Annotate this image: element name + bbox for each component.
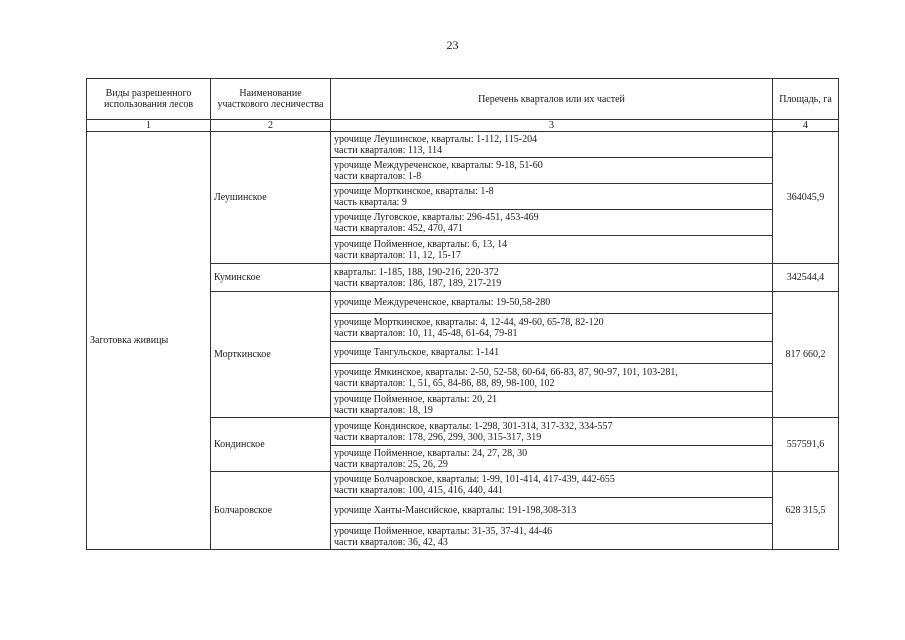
quarters-cell [331,184,773,210]
area-cell: 817 660,2 [773,292,839,418]
column-number: 1 [87,120,211,132]
quarters-cell [331,498,773,524]
quarters-line: части кварталов: 18, 19 [334,404,433,416]
quarters-cell [331,292,773,314]
quarters-cell [331,236,773,264]
header-usage-type: Виды разрешенного использования лесов [87,79,211,120]
area-cell: 364045,9 [773,132,839,264]
quarters-cell [331,364,773,392]
quarters-line: урочище Пойменное, кварталы: 6, 13, 14 [334,238,508,250]
quarters-line: части кварталов: 186, 187, 189, 217-219 [334,277,502,289]
quarters-line: части кварталов: 1, 51, 65, 84-86, 88, 89, 98-100, 102 [334,377,555,389]
quarters-cell [331,264,773,292]
quarters-line: урочище Междуреченское, кварталы: 9-18, 51-60 [334,159,543,171]
quarters-line: урочище Кондинское, кварталы: 1-298, 301-314, 317-332, 334-557 [334,420,613,432]
header-area: Площадь, га [773,79,839,120]
area-cell: 342544,4 [773,264,839,292]
quarters-line: кварталы: 1-185, 188, 190-216, 220-372 [334,266,499,278]
quarters-line: урочище Ханты-Мансийское, кварталы: 191-198,308-313 [334,505,577,516]
quarters-line: урочище Болчаровское, кварталы: 1-99, 101-414, 417-439, 442-655 [334,473,615,485]
quarters-cell [331,210,773,236]
quarters-line: урочище Пойменное, кварталы: 31-35, 37-41, 44-46 [334,525,553,537]
area-cell: 628 315,5 [773,472,839,550]
quarters-line: части кварталов: 10, 11, 45-48, 61-64, 79-81 [334,327,518,339]
header-quarters-list: Перечень кварталов или их частей [331,79,773,120]
quarters-cell [331,158,773,184]
column-number: 2 [211,120,331,132]
quarters-line: урочище Луговское, кварталы: 296-451, 453-469 [334,211,539,223]
page-number: 23 [446,38,459,52]
quarters-line: части кварталов: 11, 12, 15-17 [334,249,461,261]
column-number: 3 [331,120,773,132]
forestry-name-cell: Куминское [211,264,331,292]
quarters-line: урочище Междуреченское, кварталы: 19-50,58-280 [334,297,551,308]
quarters-cell [331,418,773,446]
header-row [87,79,839,120]
quarters-cell [331,342,773,364]
column-number: 4 [773,120,839,132]
quarters-line: части кварталов: 25, 26, 29 [334,458,448,470]
quarters-line: урочище Ямкинское, кварталы: 2-50, 52-58, 60-64, 66-83, 87, 90-97, 101, 103-281, [334,366,678,378]
quarters-line: части кварталов: 113, 114 [334,144,443,156]
quarters-cell [331,392,773,418]
usage-type-cell: Заготовка живицы [87,132,211,550]
quarters-line: часть квартала: 9 [334,196,407,208]
table-body [87,132,839,550]
quarters-cell [331,472,773,498]
forestry-name-cell: Леушинское [211,132,331,264]
quarters-line: урочище Тангульское, кварталы: 1-141 [334,347,500,358]
quarters-line: части кварталов: 36, 42, 43 [334,536,448,548]
quarters-line: урочище Морткинское, кварталы: 4, 12-44, 49-60, 65-78, 82-120 [334,316,604,328]
quarters-line: части кварталов: 100, 415, 416, 440, 441 [334,484,503,496]
quarters-cell [331,446,773,472]
quarters-cell [331,132,773,158]
table-row [87,132,839,158]
quarters-cell [331,314,773,342]
quarters-line: урочище Морткинское, кварталы: 1-8 [334,185,494,197]
quarters-line: урочище Пойменное, кварталы: 24, 27, 28, 30 [334,447,528,459]
quarters-line: урочище Пойменное, кварталы: 20, 21 [334,393,498,405]
column-number-row [87,120,839,132]
quarters-cell [331,524,773,550]
quarters-line: части кварталов: 178, 296, 299, 300, 315-317, 319 [334,431,542,443]
quarters-line: урочище Леушинское, кварталы: 1-112, 115-204 [334,133,538,145]
forestry-name-cell: Морткинское [211,292,331,418]
quarters-line: части кварталов: 1-8 [334,170,422,182]
forest-use-table [86,78,839,550]
area-cell: 557591,6 [773,418,839,472]
quarters-line: части кварталов: 452, 470, 471 [334,222,463,234]
header-forestry-name: Наименование участкового лесничества [211,79,331,120]
forestry-name-cell: Кондинское [211,418,331,472]
forestry-name-cell: Болчаровское [211,472,331,550]
